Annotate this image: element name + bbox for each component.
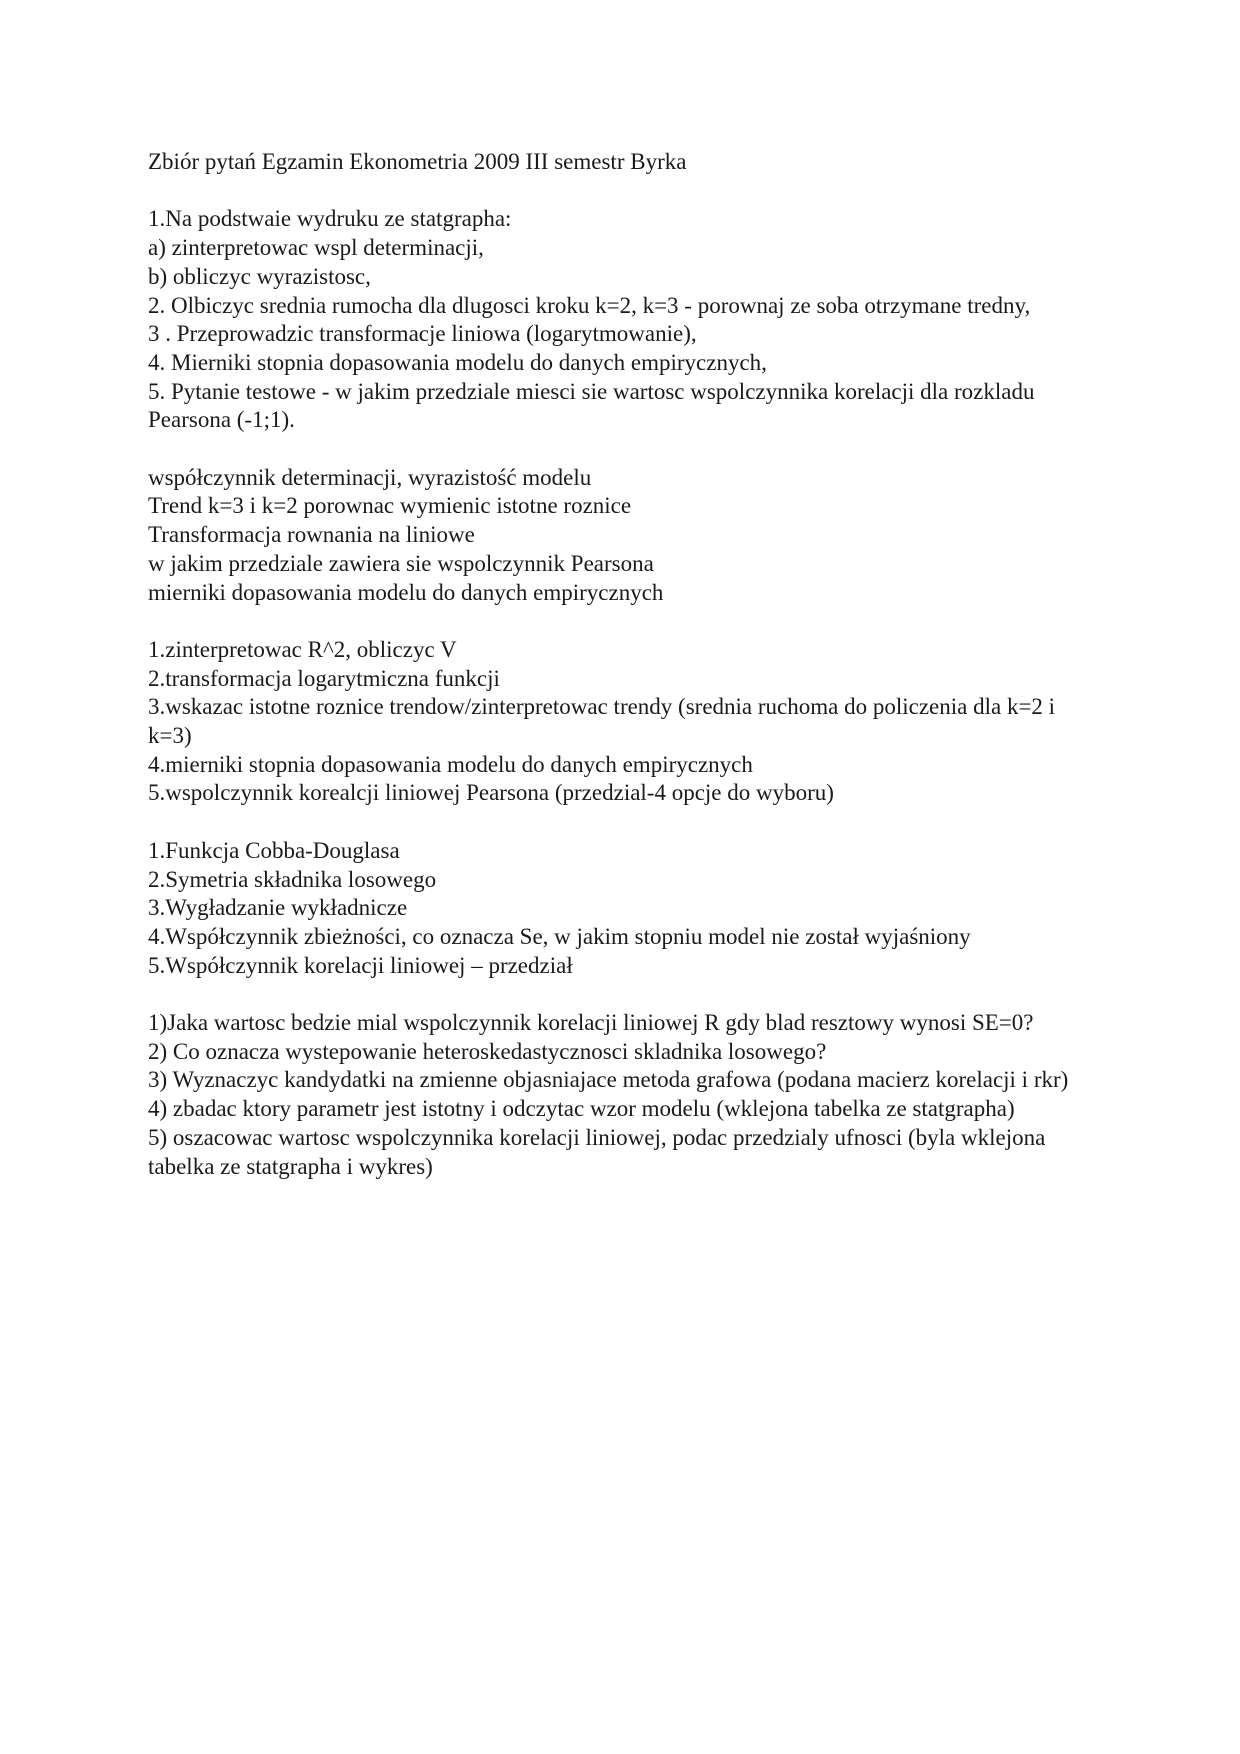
text-line: 4. Mierniki stopnia dopasowania modelu do danych empirycznych,: [148, 349, 767, 375]
paragraph-gap: [148, 435, 1098, 464]
text-line: 2) Co oznacza wystepowanie heteroskedastycznosci skladnika losowego?: [148, 1038, 827, 1064]
text-line: 3) Wyznaczyc kandydatki na zmienne objasniajace metoda grafowa (podana macierz korelacji i rkr): [148, 1067, 1069, 1093]
text-line: 4.mierniki stopnia dopasowania modelu do danych empirycznych: [148, 751, 753, 777]
text-line: 3.Wygładzanie wykładnicze: [148, 895, 408, 921]
text-line: mierniki dopasowania modelu do danych empirycznych: [148, 579, 664, 605]
text-line: 1.zinterpretowac R^2, obliczyc V: [148, 636, 457, 662]
paragraph-gap: [148, 980, 1098, 1009]
text-line: b) obliczyc wyrazistosc,: [148, 263, 371, 289]
text-line: 2. Olbiczyc srednia rumocha dla dlugosci kroku k=2, k=3 - porownaj ze soba otrzymane tredny,: [148, 292, 1031, 318]
text-line: 3.wskazac istotne roznice trendow/zinterpretowac trendy (srednia ruchoma do policzenia dla k=2 i k=3): [148, 694, 1056, 749]
text-line: w jakim przedziale zawiera sie wspolczynnik Pearsona: [148, 550, 654, 576]
document-body: [148, 148, 1098, 1181]
text-line: 2.transformacja logarytmiczna funkcji: [148, 665, 500, 691]
text-line: 4) zbadac ktory parametr jest istotny i odczytac wzor modelu (wklejona tabelka ze statgrapha): [148, 1096, 1015, 1122]
question-block-2: [148, 464, 1098, 608]
text-line: 1.Na podstwaie wydruku ze statgrapha:: [148, 206, 512, 232]
text-line: Trend k=3 i k=2 porownac wymienic istotne roznice: [148, 493, 632, 519]
text-line: 5. Pytanie testowe - w jakim przedziale miesci sie wartosc wspolczynnika korelacji dla rozkladu Pearsona (-1;1).: [148, 378, 1035, 433]
paragraph-gap: [148, 808, 1098, 837]
text-line: 5) oszacowac wartosc wspolczynnika korelacji liniowej, podac przedzialy ufnosci (byla wklejona tabelka ze statgrapha i wykres): [148, 1124, 1046, 1179]
question-block-1: [148, 205, 1098, 435]
question-block-4: [148, 837, 1098, 981]
text-line: 1)Jaka wartosc bedzie mial wspolczynnik korelacji liniowej R gdy blad resztowy wynosi SE=0?: [148, 1010, 1034, 1036]
text-line: Transformacja rownania na liniowe: [148, 522, 475, 548]
question-block-5: [148, 1009, 1098, 1181]
text-line: 5.wspolczynnik korealcji liniowej Pearsona (przedzial-4 opcje do wyboru): [148, 780, 834, 806]
text-line: współczynnik determinacji, wyrazistość modelu: [148, 464, 592, 490]
text-line: 2.Symetria składnika losowego: [148, 866, 437, 892]
text-line: 5.Współczynnik korelacji liniowej – przedział: [148, 952, 573, 978]
paragraph-gap: [148, 607, 1098, 636]
text-line: 4.Współczynnik zbieżności, co oznacza Se, w jakim stopniu model nie został wyjaśniony: [148, 923, 971, 949]
text-line: a) zinterpretowac wspl determinacji,: [148, 235, 484, 261]
question-block-3: [148, 636, 1098, 808]
document-title: Zbiór pytań Egzamin Ekonometria 2009 III semestr Byrka: [148, 149, 687, 174]
text-line: 3 . Przeprowadzic transformacje liniowa (logarytmowanie),: [148, 321, 697, 347]
text-line: 1.Funkcja Cobba-Douglasa: [148, 837, 400, 863]
